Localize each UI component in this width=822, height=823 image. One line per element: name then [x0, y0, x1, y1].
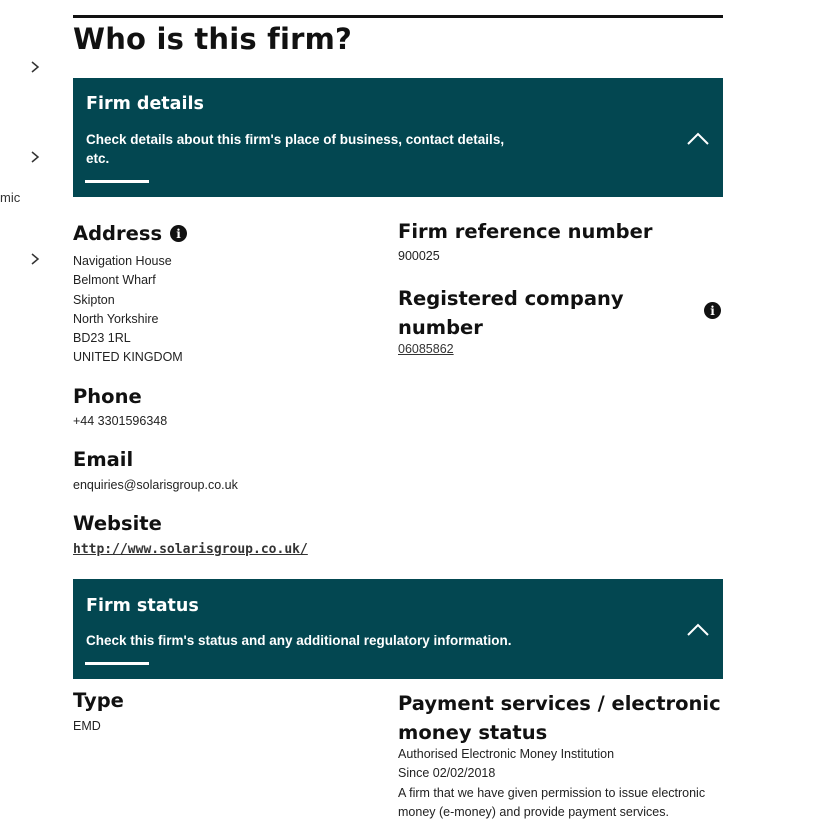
phone-value: +44 3301596348 — [73, 414, 168, 428]
email-heading: Email — [73, 448, 134, 471]
website-link[interactable]: http://www.solarisgroup.co.uk/ — [73, 542, 308, 557]
address-heading: Address — [73, 222, 163, 245]
firm-details-panel[interactable] — [73, 78, 723, 197]
website-heading: Website — [73, 512, 162, 535]
registered-company-heading: Registered company number — [398, 287, 624, 339]
payment-status-value: Authorised Electronic Money Institution Since 02/02/2018 A firm that we have given permission to issue electronic money (e-money) and provide payment services. — [398, 747, 706, 819]
registered-company-value[interactable] — [398, 340, 454, 359]
page-title: Who is this firm? — [73, 22, 353, 56]
address-value: Navigation House Belmont Wharf Skipton North Yorkshire BD23 1RL UNITED KINGDOM — [73, 254, 183, 365]
panel-description: Check details about this firm's place of business, contact details, etc. — [86, 132, 505, 166]
panel-title: Firm status — [86, 596, 199, 616]
sidebar-partial-text: mic — [0, 190, 21, 205]
payment-status-heading: Payment services / electronic money status — [398, 692, 721, 744]
panel-description: Check this firm's status and any additional regulatory information. — [86, 633, 512, 648]
chevron-right-icon[interactable] — [28, 150, 42, 164]
chevron-right-icon[interactable] — [28, 60, 42, 74]
chevron-up-icon[interactable] — [687, 622, 709, 636]
firm-reference-heading: Firm reference number — [398, 220, 653, 243]
status-since: Since 02/02/2018 — [398, 766, 496, 781]
chevron-right-icon[interactable] — [28, 252, 42, 266]
phone-heading: Phone — [73, 385, 142, 408]
panel-underline — [85, 180, 149, 183]
chevron-up-icon[interactable] — [687, 131, 709, 145]
title-rule — [73, 15, 723, 18]
info-icon[interactable]: i — [704, 302, 721, 319]
company-number-link[interactable]: 06085862 — [398, 342, 454, 356]
status-description: A firm that we have given permission to issue electronic — [398, 785, 706, 800]
type-value: EMD — [73, 719, 101, 733]
status-text: Authorised Electronic Money Institution — [398, 747, 615, 761]
panel-underline — [85, 662, 149, 665]
type-heading: Type — [73, 689, 124, 712]
email-value: enquiries@solarisgroup.co.uk — [73, 478, 238, 492]
firm-reference-value: 900025 — [398, 249, 440, 263]
panel-title: Firm details — [86, 94, 204, 114]
info-icon[interactable]: i — [170, 225, 187, 242]
firm-status-panel[interactable] — [73, 579, 723, 679]
